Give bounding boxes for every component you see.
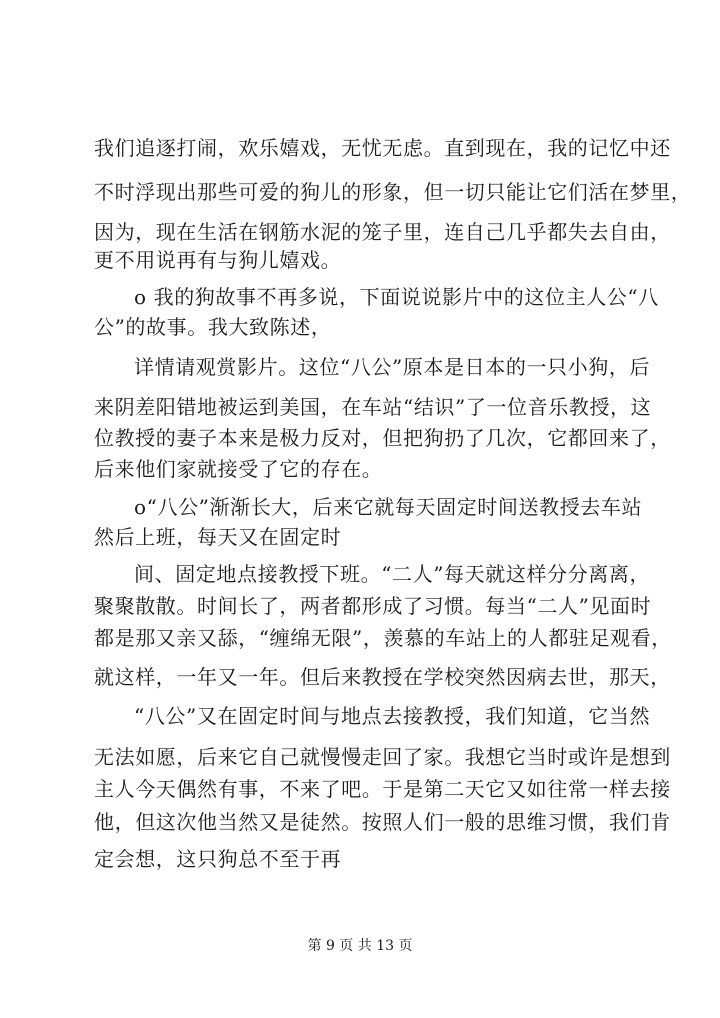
text-line: o 我的狗故事不再多说，下面说说影片中的这位主人公“八 <box>134 285 659 309</box>
text-line: 公”的故事。我大致陈述， <box>94 315 332 339</box>
text-line: 间、固定地点接教授下班。“二人”每天就这样分分离离， <box>134 562 651 586</box>
text-line: 就这样，一年又一年。但后来教授在学校突然因病去世，那天， <box>94 665 671 689</box>
text-line: 后来他们家就接受了它的存在。 <box>94 457 383 481</box>
text-line: 更不用说再有与狗儿嬉戏。 <box>94 248 342 272</box>
text-line: 主人今天偶然有事，不来了吧。于是第二天它又如往常一样去接 <box>94 777 671 801</box>
text-line: 来阴差阳错地被运到美国，在车站“结识”了一位音乐教授，这 <box>94 395 652 419</box>
page-number-footer: 第 9 页 共 13 页 <box>307 938 413 954</box>
text-line: “八公”又在固定时间与地点去接教授，我们知道，它当然 <box>134 704 651 728</box>
text-line: 都是那又亲又舔，“缠绵无限”，羡慕的车站上的人都驻足观看， <box>94 626 672 650</box>
text-line: 位教授的妻子本来是极力反对，但把狗扔了几次，它都回来了， <box>94 426 671 450</box>
text-line: o“八公”渐渐长大，后来它就每天固定时间送教授去车站 <box>134 495 643 519</box>
text-line: 聚聚散散。时间长了，两者都形成了习惯。每当“二人”见面时 <box>94 594 652 618</box>
text-line: 我们追逐打闹，欢乐嬉戏，无忧无虑。直到现在，我的记忆中还 <box>94 136 671 160</box>
text-line: 因为，现在生活在钢筋水泥的笼子里，连自己几乎都失去自由， <box>94 220 671 244</box>
text-line: 然后上班，每天又在固定时 <box>94 525 342 549</box>
text-line: 他，但这次他当然又是徒然。按照人们一般的思维习惯，我们肯 <box>94 810 671 834</box>
text-line: 定会想，这只狗总不至于再 <box>94 847 342 871</box>
text-line: 无法如愿，后来它自己就慢慢走回了家。我想它当时或许是想到 <box>94 745 671 769</box>
text-line: 不时浮现出那些可爱的狗儿的形象，但一切只能让它们活在梦里， <box>94 180 692 204</box>
text-line: 详情请观赏影片。这位“八公”原本是日本的一只小狗，后 <box>134 355 651 379</box>
